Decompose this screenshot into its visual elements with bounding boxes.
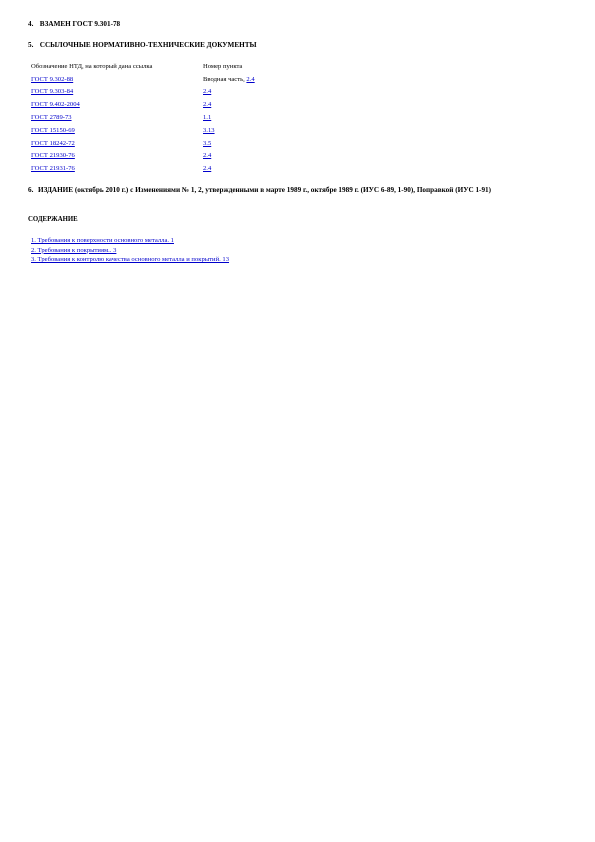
- contents-title: СОДЕРЖАНИЕ: [28, 216, 78, 223]
- contents-link[interactable]: 2. Требования к покрытиям.. 3: [31, 246, 117, 254]
- section-4-title: ВЗАМЕН ГОСТ 9.301-78: [39, 20, 121, 28]
- table-row: [31, 162, 323, 175]
- item-link[interactable]: 1.1: [203, 114, 212, 122]
- item-link[interactable]: 2.4: [246, 75, 255, 83]
- section-5-heading: [28, 41, 257, 49]
- table-row: [31, 73, 323, 86]
- item-link[interactable]: 2.4: [203, 88, 212, 96]
- item-prefix: Вводная часть,: [203, 75, 247, 83]
- table-row: [31, 98, 323, 111]
- table-row: [31, 137, 323, 150]
- table-row: [31, 111, 323, 124]
- doc-link[interactable]: ГОСТ 21930-76: [31, 152, 75, 160]
- doc-link[interactable]: ГОСТ 9.302-88: [31, 75, 74, 83]
- list-item: [31, 246, 229, 256]
- section-5-title: ССЫЛОЧНЫЕ НОРМАТИВНО-ТЕХНИЧЕСКИЕ ДОКУМЕНТЫ: [39, 41, 257, 49]
- references-table: [31, 60, 323, 175]
- table-header-row: [31, 60, 323, 73]
- doc-link[interactable]: ГОСТ 9.303-84: [31, 88, 74, 96]
- item-link[interactable]: 2.4: [203, 152, 212, 160]
- header-item-number: Номер пункта: [203, 62, 243, 70]
- section-6-text: ИЗДАНИЕ (октябрь 2010 г.) с Изменениями № 1, 2, утвержденными в марте 1989 г., октябре 1989 г. (ИУС 6-89, 1-90), Поправкой (ИУС 1-91): [38, 186, 492, 194]
- list-item: [31, 236, 229, 246]
- contents-link[interactable]: 3. Требования к контролю качества основного металла и покрытий. 13: [31, 256, 230, 264]
- section-4-number: 4.: [28, 20, 34, 28]
- doc-link[interactable]: ГОСТ 21931-76: [31, 165, 75, 173]
- item-link[interactable]: 2.4: [203, 165, 212, 173]
- table-row: [31, 86, 323, 99]
- item-link[interactable]: 2.4: [203, 101, 212, 109]
- item-link[interactable]: 3.5: [203, 139, 212, 147]
- section-6-number: 6.: [28, 186, 34, 194]
- section-4-heading: [28, 20, 120, 28]
- doc-link[interactable]: ГОСТ 18242-72: [31, 139, 75, 147]
- list-item: [31, 255, 229, 265]
- contents-list: [31, 236, 229, 265]
- doc-link[interactable]: ГОСТ 15150-69: [31, 126, 75, 134]
- header-designation: Обозначение НТД, на который дана ссылка: [31, 62, 153, 70]
- section-5-number: 5.: [28, 41, 34, 49]
- contents-link[interactable]: 1. Требования к поверхности основного металла. 1: [31, 237, 174, 244]
- doc-link[interactable]: ГОСТ 9.402-2004: [31, 101, 80, 109]
- table-row: [31, 150, 323, 163]
- table-row: [31, 124, 323, 137]
- doc-link[interactable]: ГОСТ 2789-73: [31, 114, 72, 122]
- section-6-edition: [28, 184, 548, 196]
- item-link[interactable]: 3.13: [203, 126, 215, 134]
